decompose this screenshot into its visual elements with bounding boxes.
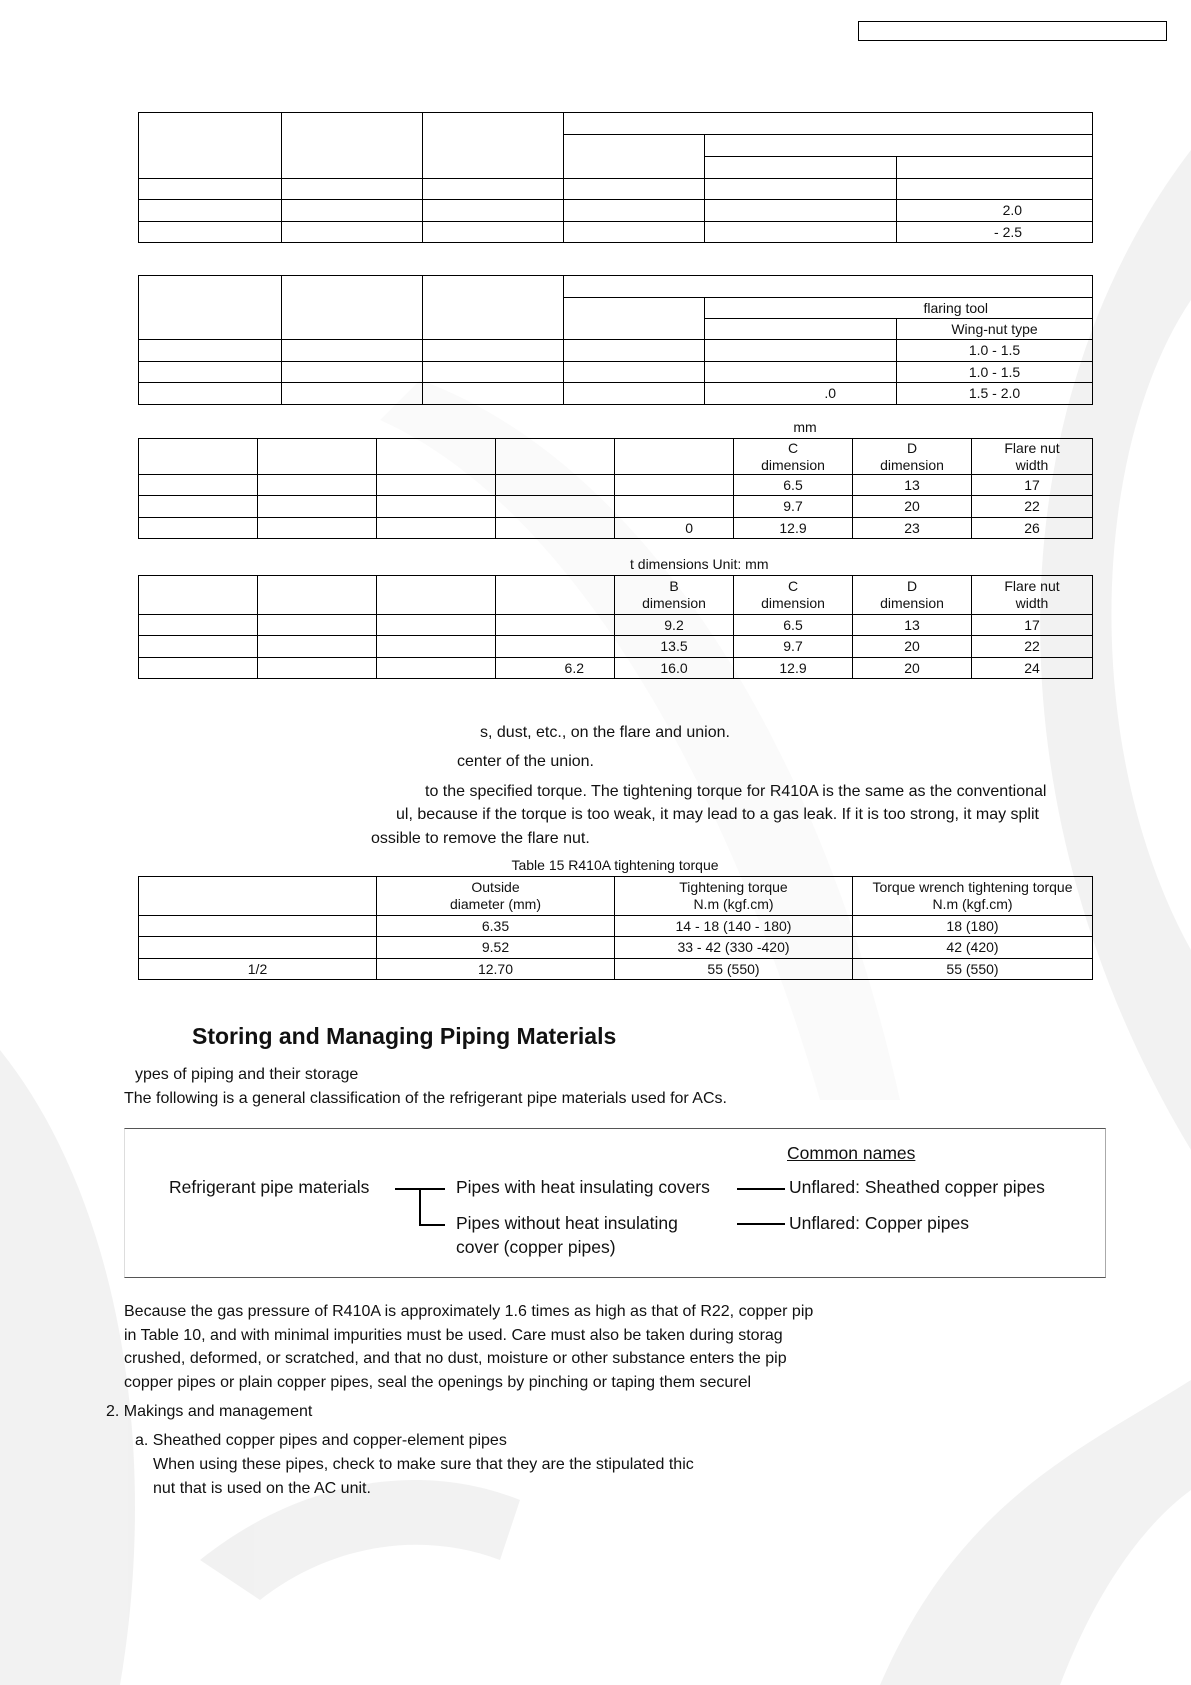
wing-nut-header: Wing-nut type	[897, 319, 1093, 340]
table-cell	[258, 615, 377, 636]
table-cell	[423, 362, 564, 383]
table-cell	[139, 518, 258, 539]
table-cell	[496, 636, 615, 658]
table-row	[139, 937, 1093, 959]
table-row	[139, 636, 1093, 658]
table-cell	[258, 496, 377, 518]
table-row	[139, 383, 1093, 405]
table-cell: 33 - 42 (330 -420)	[615, 937, 853, 959]
table-cell: 9.7	[734, 496, 853, 518]
text-line: in Table 10, and with minimal impurities must be used. Care must also be taken during storag	[124, 1327, 783, 1344]
table-cell	[705, 362, 897, 383]
table-cell	[258, 636, 377, 658]
connector-line	[419, 1224, 445, 1226]
table-cell: 20	[853, 496, 972, 518]
table-cell: 13	[853, 475, 972, 496]
table-cell	[377, 475, 496, 496]
table-cell	[282, 362, 423, 383]
text-line: copper pipes or plain copper pipes, seal the openings by pinching or taping them securel	[124, 1374, 752, 1391]
table-4-caption: t dimensions Unit: mm	[630, 556, 769, 572]
common-names-label: Common names	[787, 1143, 916, 1163]
table-row	[139, 496, 1093, 518]
table-cell: Torque wrench tightening torque N.m (kgf.cm)	[853, 877, 1093, 916]
table-cell: 22	[972, 636, 1093, 658]
table-cell: 20	[853, 636, 972, 658]
table-cell: 9.7	[734, 636, 853, 658]
table-cell: 9.52	[377, 937, 615, 959]
table-cell: C dimension	[734, 439, 853, 475]
table-4	[138, 575, 1093, 679]
table-cell	[282, 179, 423, 200]
text-line: When using these pipes, check to make sure that they are the stipulated thic	[153, 1456, 694, 1473]
table-row	[139, 658, 1093, 679]
table-cell	[282, 113, 423, 179]
table-cell	[564, 179, 705, 200]
table-cell: 22	[972, 496, 1093, 518]
table-cell	[258, 475, 377, 496]
table-cell	[496, 518, 615, 539]
table-cell	[282, 222, 423, 243]
table-cell	[139, 362, 282, 383]
table-cell: 1/2	[139, 959, 377, 980]
table-cell	[423, 340, 564, 362]
table-cell: 2.0	[897, 200, 1093, 222]
table-cell: 6.5	[734, 615, 853, 636]
branch-2-label: Pipes without heat insulating	[456, 1213, 678, 1233]
table-cell	[258, 576, 377, 615]
table-cell: C dimension	[734, 576, 853, 615]
table-cell	[377, 576, 496, 615]
table-3-caption: mm	[793, 419, 817, 435]
table-cell	[282, 383, 423, 405]
text-line: s, dust, etc., on the flare and union.	[480, 724, 730, 741]
table-cell	[423, 383, 564, 405]
table-row	[139, 340, 1093, 362]
table-row	[139, 959, 1093, 980]
text-line: nut that is used on the AC unit.	[153, 1480, 371, 1497]
table-cell: Flare nut width	[972, 439, 1093, 475]
table-cell	[705, 319, 897, 340]
table-cell: 13	[853, 615, 972, 636]
list-item: a. Sheathed copper pipes and copper-element pipes	[135, 1432, 507, 1449]
table-cell	[139, 113, 282, 179]
table-header-row	[139, 877, 1093, 916]
connector-line	[419, 1188, 421, 1225]
branch-2-label-line2: cover (copper pipes)	[456, 1237, 616, 1257]
table-cell: 14 - 18 (140 - 180)	[615, 916, 853, 937]
table-cell: 42 (420)	[853, 937, 1093, 959]
table-cell: 20	[853, 658, 972, 679]
table-cell	[423, 113, 564, 179]
table-cell: 6.2	[496, 658, 615, 679]
table-cell	[377, 518, 496, 539]
table-cell	[139, 276, 282, 340]
table-cell: 26	[972, 518, 1093, 539]
pipe-classification-diagram	[124, 1128, 1106, 1278]
table-cell: 0	[615, 518, 734, 539]
connector-line	[737, 1223, 785, 1225]
table-cell	[897, 157, 1093, 179]
table-cell	[423, 276, 564, 340]
table-cell	[377, 658, 496, 679]
table-cell	[564, 340, 705, 362]
table-cell: 16.0	[615, 658, 734, 679]
table-cell: Outside diameter (mm)	[377, 877, 615, 916]
table-cell: 6.35	[377, 916, 615, 937]
text-line: center of the union.	[457, 753, 594, 770]
table-2	[138, 275, 1093, 405]
table-cell	[564, 383, 705, 405]
table-cell	[615, 496, 734, 518]
table-cell: 17	[972, 615, 1093, 636]
table-cell	[139, 615, 258, 636]
connector-line	[737, 1188, 785, 1190]
table-cell	[615, 475, 734, 496]
table-cell	[139, 439, 258, 475]
table-cell	[705, 200, 897, 222]
table-cell: 12.70	[377, 959, 615, 980]
table-cell	[139, 937, 377, 959]
table-cell: 6.5	[734, 475, 853, 496]
table-cell	[564, 362, 705, 383]
table-cell: Tightening torque N.m (kgf.cm)	[615, 877, 853, 916]
page-header-box	[858, 21, 1167, 41]
text-line: ul, because if the torque is too weak, it may lead to a gas leak. If it is too strong, it may split	[396, 806, 1039, 823]
table-1	[138, 112, 1093, 243]
table-cell: 17	[972, 475, 1093, 496]
table-row	[139, 222, 1093, 243]
table-cell	[496, 615, 615, 636]
table-cell	[258, 518, 377, 539]
table-cell	[377, 496, 496, 518]
table-header-row	[139, 576, 1093, 615]
table-cell	[496, 439, 615, 475]
list-item: 2. Makings and management	[106, 1403, 313, 1420]
table-cell: 12.9	[734, 658, 853, 679]
table-cell	[564, 113, 1093, 135]
table-3	[138, 438, 1093, 539]
table-cell	[139, 658, 258, 679]
table-cell: 24	[972, 658, 1093, 679]
table-cell: 55 (550)	[615, 959, 853, 980]
table-5	[138, 876, 1093, 980]
table-cell: D dimension	[853, 576, 972, 615]
table-cell	[139, 576, 258, 615]
table-cell: 23	[853, 518, 972, 539]
table-cell	[139, 916, 377, 937]
table-cell	[564, 298, 705, 340]
table-cell: B dimension	[615, 576, 734, 615]
section-title: Storing and Managing Piping Materials	[192, 1023, 617, 1049]
table-row	[139, 179, 1093, 200]
table-cell	[564, 200, 705, 222]
table-header-row	[139, 439, 1093, 475]
table-cell: 55 (550)	[853, 959, 1093, 980]
table-cell: 9.2	[615, 615, 734, 636]
table-cell: Flare nut width	[972, 576, 1093, 615]
table-cell	[139, 200, 282, 222]
table-cell	[139, 636, 258, 658]
table-cell	[258, 439, 377, 475]
table-cell	[705, 157, 897, 179]
table-cell: .0	[705, 383, 897, 405]
flaring-tool-header: flaring tool	[705, 298, 1093, 319]
table-cell	[615, 439, 734, 475]
table-cell	[423, 200, 564, 222]
table-cell: 18 (180)	[853, 916, 1093, 937]
common-name-2: Unflared: Copper pipes	[789, 1213, 969, 1233]
table-cell	[564, 276, 1093, 298]
table-cell: 12.9	[734, 518, 853, 539]
table-cell	[564, 222, 705, 243]
table-cell	[282, 340, 423, 362]
table-row	[139, 200, 1093, 222]
table-row	[139, 615, 1093, 636]
table-cell	[377, 636, 496, 658]
table-cell: 1.0 - 1.5	[897, 362, 1093, 383]
table-cell	[423, 179, 564, 200]
table-cell	[423, 222, 564, 243]
table-cell	[139, 475, 258, 496]
table-cell	[139, 496, 258, 518]
table-cell	[564, 135, 705, 179]
table-row	[139, 518, 1093, 539]
text-line: ossible to remove the flare nut.	[371, 830, 590, 847]
text-line: Because the gas pressure of R410A is approximately 1.6 times as high as that of R22, copper pip	[124, 1303, 814, 1320]
table-cell	[496, 576, 615, 615]
table-cell: 1.5 - 2.0	[897, 383, 1093, 405]
table-cell	[258, 658, 377, 679]
table-cell	[139, 222, 282, 243]
branch-1-label: Pipes with heat insulating covers	[456, 1177, 710, 1197]
table-cell	[377, 439, 496, 475]
table-cell	[282, 276, 423, 340]
table-cell	[897, 179, 1093, 200]
table-cell	[139, 383, 282, 405]
table-row	[139, 362, 1093, 383]
table-cell	[496, 496, 615, 518]
root-label: Refrigerant pipe materials	[169, 1177, 370, 1197]
table-cell	[705, 135, 1093, 157]
table-cell	[139, 877, 377, 916]
table-cell	[496, 475, 615, 496]
table-cell	[705, 340, 897, 362]
table-cell: D dimension	[853, 439, 972, 475]
table-cell: 1.0 - 1.5	[897, 340, 1093, 362]
subsection-heading: ypes of piping and their storage	[135, 1066, 359, 1083]
table-cell	[139, 179, 282, 200]
text-line: crushed, deformed, or scratched, and that no dust, moisture or other substance enters the pip	[124, 1350, 787, 1367]
table-cell	[705, 179, 897, 200]
table-cell: - 2.5	[897, 222, 1093, 243]
intro-text: The following is a general classification of the refrigerant pipe materials used for ACs.	[124, 1090, 727, 1107]
table-5-caption: Table 15 R410A tightening torque	[511, 857, 719, 873]
table-cell	[377, 615, 496, 636]
table-cell	[705, 222, 897, 243]
common-name-1: Unflared: Sheathed copper pipes	[789, 1177, 1045, 1197]
table-cell: 13.5	[615, 636, 734, 658]
table-cell	[282, 200, 423, 222]
table-row	[139, 916, 1093, 937]
table-cell	[139, 340, 282, 362]
text-line: to the specified torque. The tightening torque for R410A is the same as the conventional	[425, 783, 1047, 800]
table-row	[139, 475, 1093, 496]
